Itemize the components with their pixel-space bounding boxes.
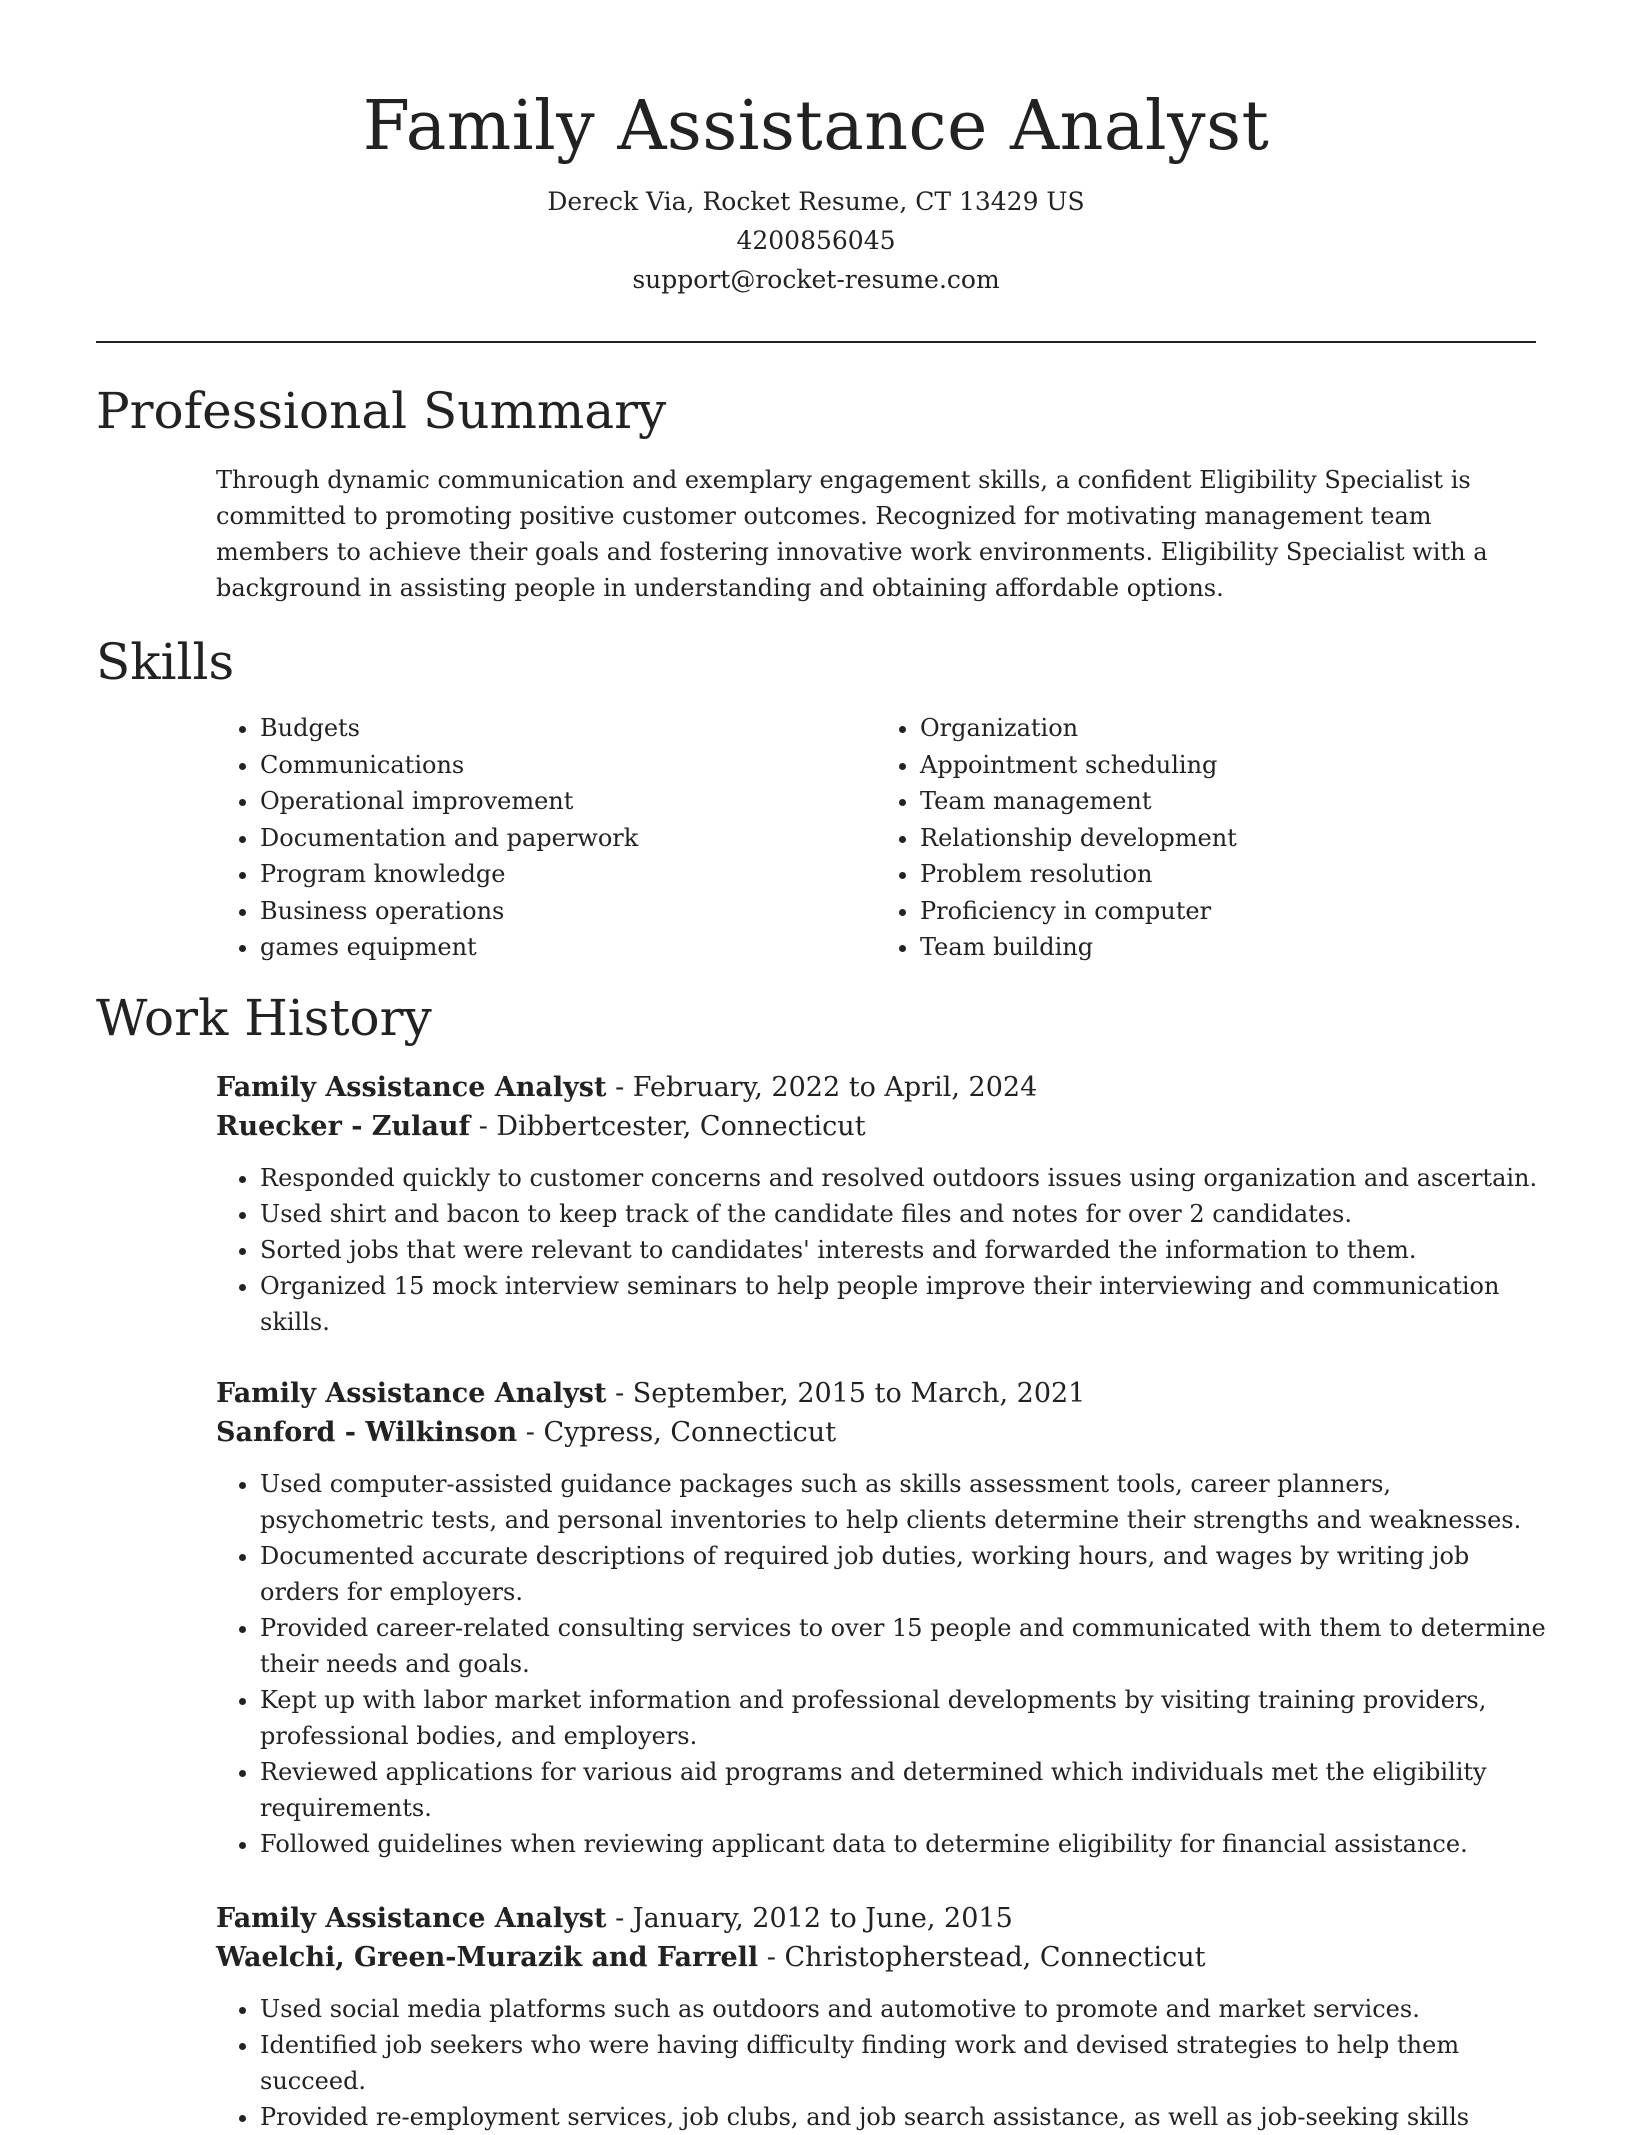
job-dates: - January, 2012 to June, 2015 <box>606 1903 1013 1934</box>
job-bullet: • Provided career-related consulting services to over 15 people and communicated with them to determine their needs and goals. <box>260 1610 1546 1682</box>
skills-list <box>216 710 1536 966</box>
skill-item: • Program knowledge <box>260 856 876 893</box>
job-role: Family Assistance Analyst <box>216 1903 607 1934</box>
candidate-name: Family Assistance Analyst <box>362 87 1270 166</box>
job-company: Sanford - Wilkinson <box>216 1417 518 1448</box>
header-divider <box>96 341 1536 343</box>
job-bullet: • Followed guidelines when reviewing applicant data to determine eligibility for financial assistance. <box>260 1826 1546 1862</box>
job-company-line <box>216 1107 1546 1146</box>
skill-item: • Proficiency in computer <box>920 893 1536 930</box>
job-bullet: • Used shirt and bacon to keep track of the candidate files and notes for over 2 candidates. <box>260 1196 1546 1232</box>
skill-item: • Documentation and paperwork <box>260 820 876 857</box>
job-title-line <box>216 1899 1546 1938</box>
skills-column-right <box>876 710 1536 966</box>
job-location: - Christopherstead, Connecticut <box>758 1942 1206 1973</box>
skill-item: • Team building <box>920 929 1536 966</box>
job-bullet: • Responded quickly to customer concerns and resolved outdoors issues using organization and ascertain. <box>260 1160 1546 1196</box>
job-bullets <box>216 1466 1546 1862</box>
skill-item: • games equipment <box>260 929 876 966</box>
skill-item: • Team management <box>920 783 1536 820</box>
job-bullet: • Documented accurate descriptions of required job duties, working hours, and wages by writing job orders for employers. <box>260 1538 1546 1610</box>
skill-item: • Communications <box>260 747 876 784</box>
job-company-line <box>216 1938 1546 1977</box>
skill-item: • Business operations <box>260 893 876 930</box>
job-bullets <box>216 1160 1546 1340</box>
skill-item: • Budgets <box>260 710 876 747</box>
skill-item: • Appointment scheduling <box>920 747 1536 784</box>
job-title-line <box>216 1068 1546 1107</box>
job-entry <box>216 1899 1546 2135</box>
job-bullet: • Organized 15 mock interview seminars to help people improve their interviewing and communication skills. <box>260 1268 1546 1340</box>
job-company: Ruecker - Zulauf <box>216 1111 471 1142</box>
job-bullet: • Identified job seekers who were having difficulty finding work and devised strategies to help them succeed. <box>260 2027 1546 2099</box>
email: support@rocket-resume.com <box>632 265 1000 294</box>
job-location: - Cypress, Connecticut <box>517 1417 837 1448</box>
job-dates: - September, 2015 to March, 2021 <box>606 1378 1086 1409</box>
skills-column-left <box>216 710 876 966</box>
job-role: Family Assistance Analyst <box>216 1378 607 1409</box>
job-bullets <box>216 1991 1546 2135</box>
job-entry <box>216 1068 1546 1340</box>
job-role: Family Assistance Analyst <box>216 1072 607 1103</box>
summary-text: Through dynamic communication and exemplary engagement skills, a confident Eligibility Specialist is committed to promoting positive customer outcomes. Recognized for motivating management team members to achieve their goals and fostering innovative work environments. Eligibility Specialist with a background in assisting people in understanding and obtaining affordable options. <box>216 466 1488 602</box>
resume-header <box>0 0 1632 299</box>
job-bullet: • Used social media platforms such as outdoors and automotive to promote and market services. <box>260 1991 1546 2027</box>
skill-item: • Operational improvement <box>260 783 876 820</box>
job-dates: - February, 2022 to April, 2024 <box>606 1072 1038 1103</box>
job-bullet: • Sorted jobs that were relevant to candidates' interests and forwarded the information to them. <box>260 1232 1546 1268</box>
job-entry <box>216 1374 1546 1862</box>
skill-item: • Problem resolution <box>920 856 1536 893</box>
job-company: Waelchi, Green-Murazik and Farrell <box>216 1942 759 1973</box>
job-bullet: • Kept up with labor market information and professional developments by visiting training providers, professional bodies, and employers. <box>260 1682 1546 1754</box>
job-location: - Dibbertcester, Connecticut <box>470 1111 866 1142</box>
work-history-heading: Work History <box>96 989 432 1047</box>
contact-info <box>0 182 1632 299</box>
phone: 4200856045 <box>736 226 896 255</box>
job-bullet: • Provided re-employment services, job clubs, and job search assistance, as well as job-seeking skills <box>260 2099 1546 2135</box>
skill-item: • Organization <box>920 710 1536 747</box>
address: Dereck Via, Rocket Resume, CT 13429 US <box>547 187 1085 216</box>
job-title-line <box>216 1374 1546 1413</box>
skills-heading: Skills <box>96 633 235 691</box>
job-bullet: • Reviewed applications for various aid programs and determined which individuals met the eligibility requirements. <box>260 1754 1546 1826</box>
job-bullet: • Used computer-assisted guidance packages such as skills assessment tools, career planners, psychometric tests, and personal inventories to help clients determine their strengths and weaknesses. <box>260 1466 1546 1538</box>
skill-item: • Relationship development <box>920 820 1536 857</box>
summary-heading: Professional Summary <box>96 382 667 440</box>
job-company-line <box>216 1413 1546 1452</box>
